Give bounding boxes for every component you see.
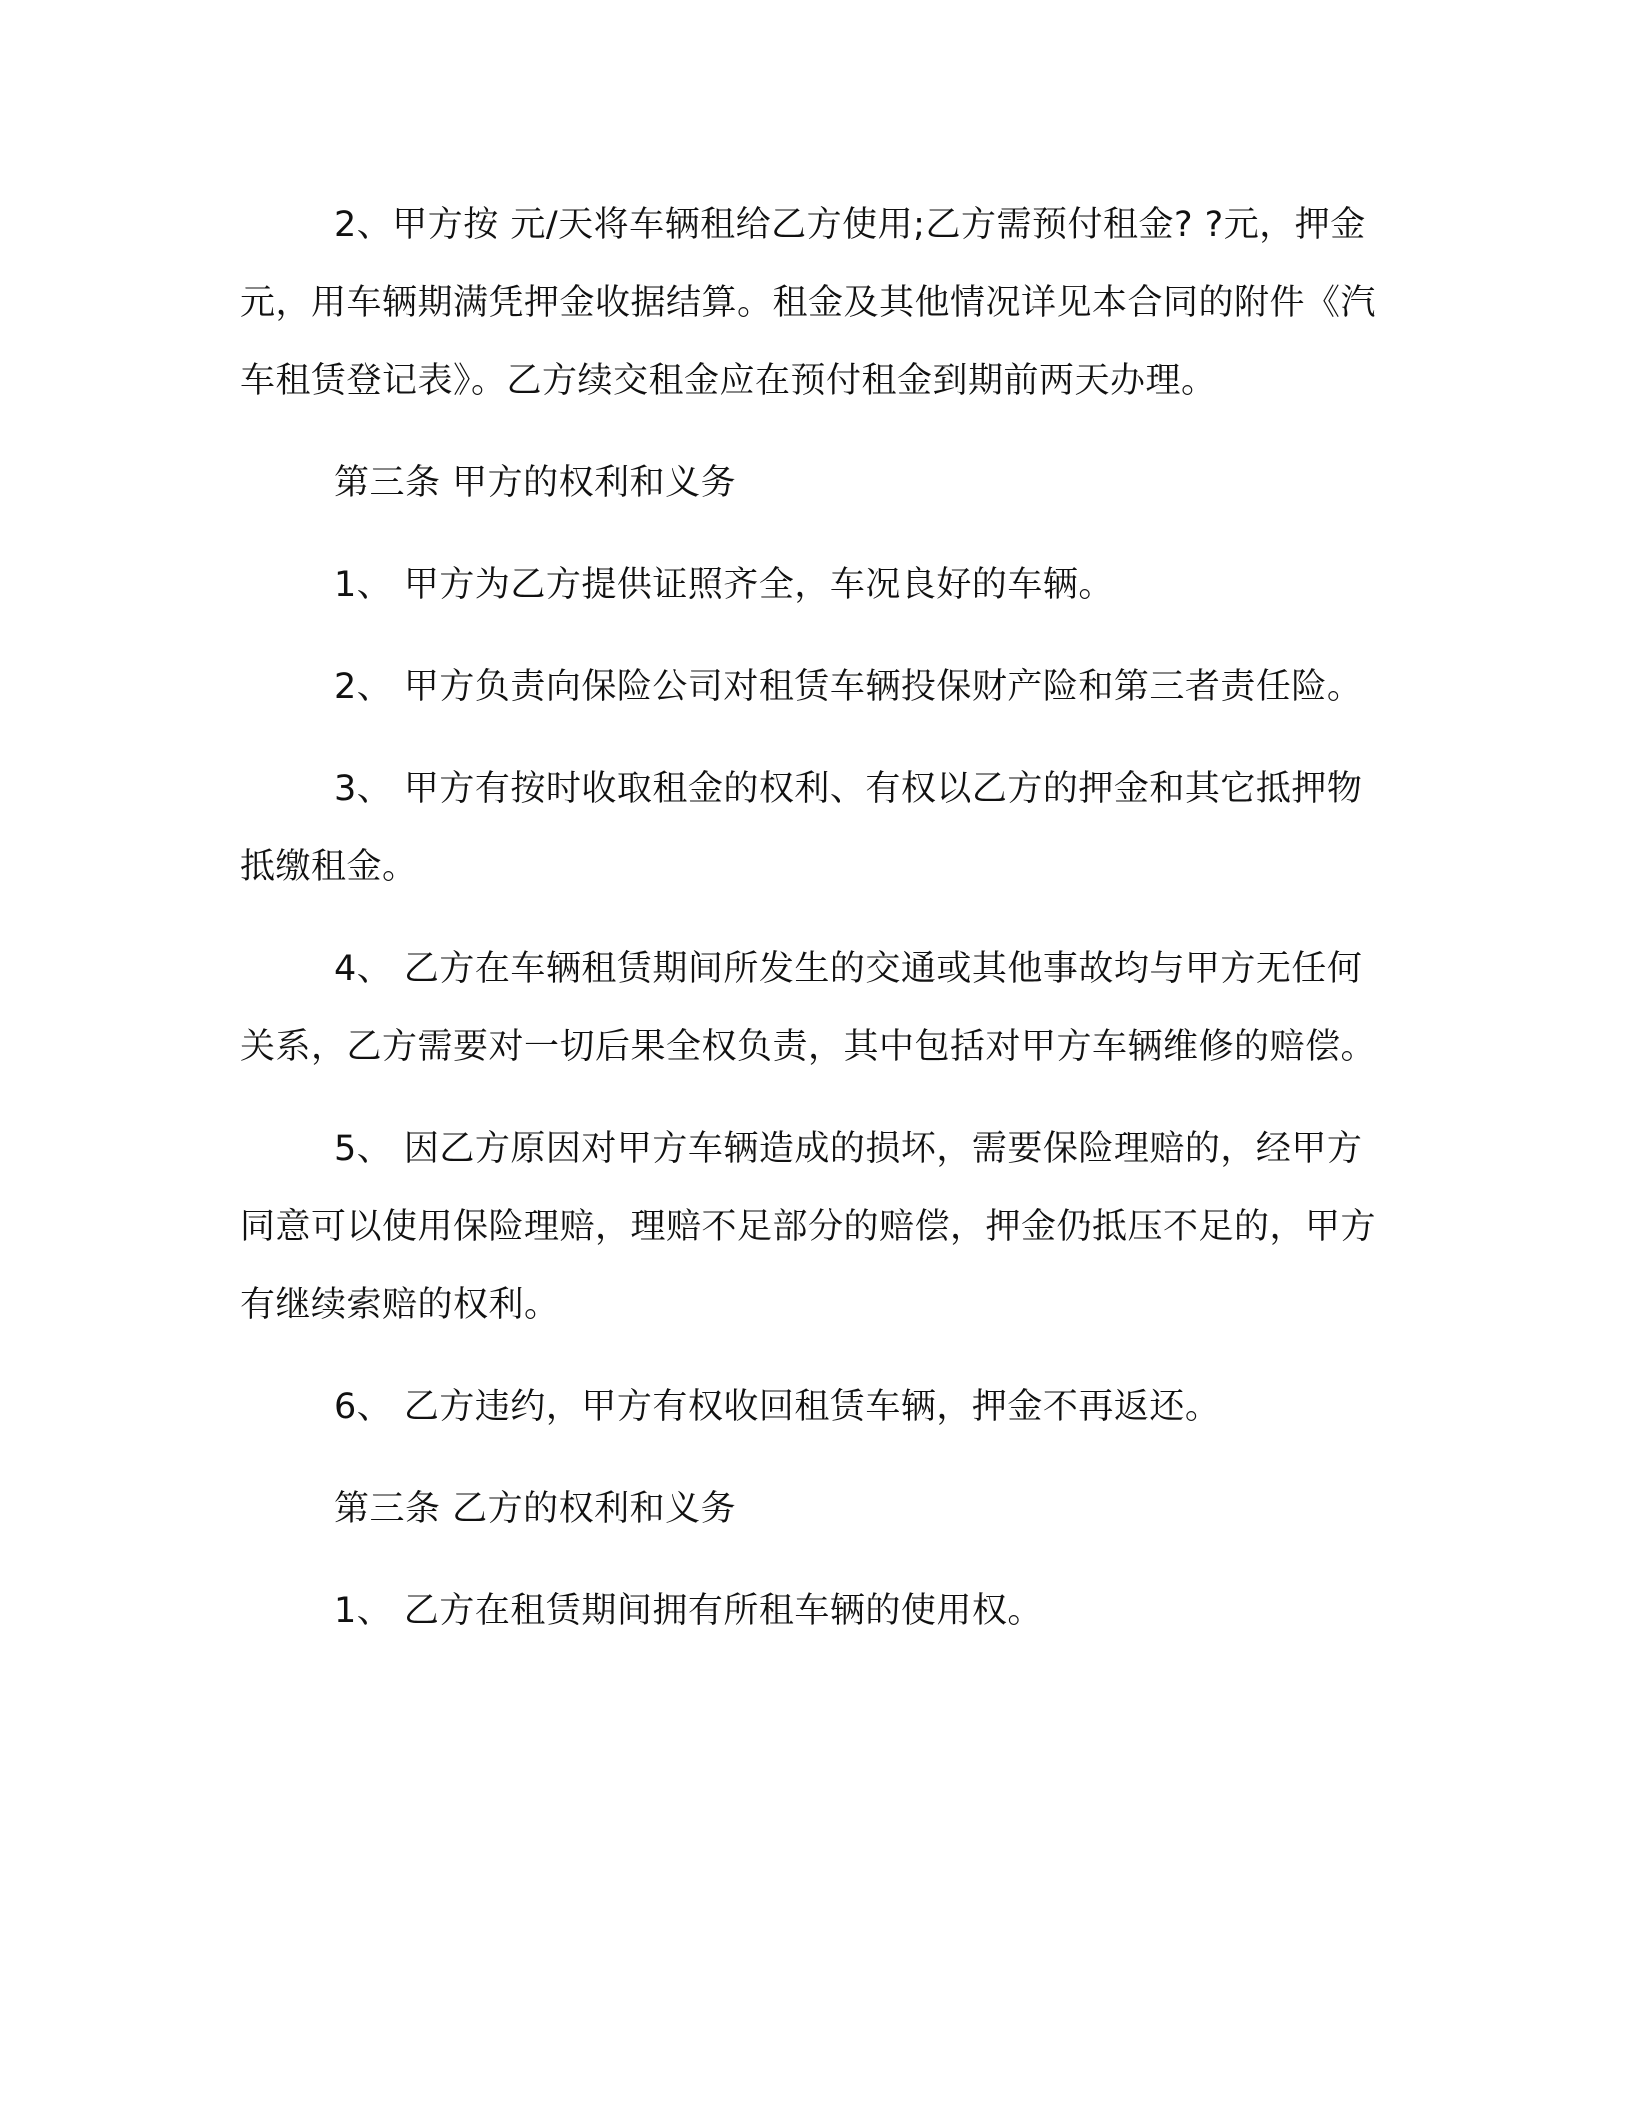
document-body [240, 186, 1380, 1650]
party-a-item-6: 6、 乙方违约，甲方有权收回租赁车辆，押金不再返还。 [334, 1387, 1221, 1427]
article-3-party-a-heading: 第三条 甲方的权利和义务 [334, 463, 737, 503]
party-a-item-5: 5、 因乙方原因对甲方车辆造成的损坏，需要保险理赔的，经甲方同意可以使用保险理赔，理赔不足部分的赔偿，押金仍抵压不足的，甲方有继续索赔的权利。 [240, 1129, 1377, 1325]
party-a-item-4: 4、 乙方在车辆租赁期间所发生的交通或其他事故均与甲方无任何关系，乙方需要对一切后果全权负责，其中包括对甲方车辆维修的赔偿。 [240, 949, 1377, 1067]
article-3-party-b-heading: 第三条 乙方的权利和义务 [334, 1489, 737, 1529]
party-a-item-1: 1、 甲方为乙方提供证照齐全，车况良好的车辆。 [334, 565, 1114, 605]
party-a-item-2: 2、 甲方负责向保险公司对租赁车辆投保财产险和第三者责任险。 [334, 667, 1363, 707]
party-a-item-3: 3、 甲方有按时收取租金的权利、有权以乙方的押金和其它抵押物抵缴租金。 [240, 769, 1363, 887]
clause-2-rent-and-deposit: 2、甲方按 元/天将车辆租给乙方使用;乙方需预付租金? ?元，押金 元，用车辆期满凭押金收据结算。租金及其他情况详见本合同的附件《汽车租赁登记表》。乙方续交租金应在预付租金到期前两天办理。 [240, 205, 1378, 401]
party-b-item-1: 1、 乙方在租赁期间拥有所租车辆的使用权。 [334, 1591, 1043, 1631]
